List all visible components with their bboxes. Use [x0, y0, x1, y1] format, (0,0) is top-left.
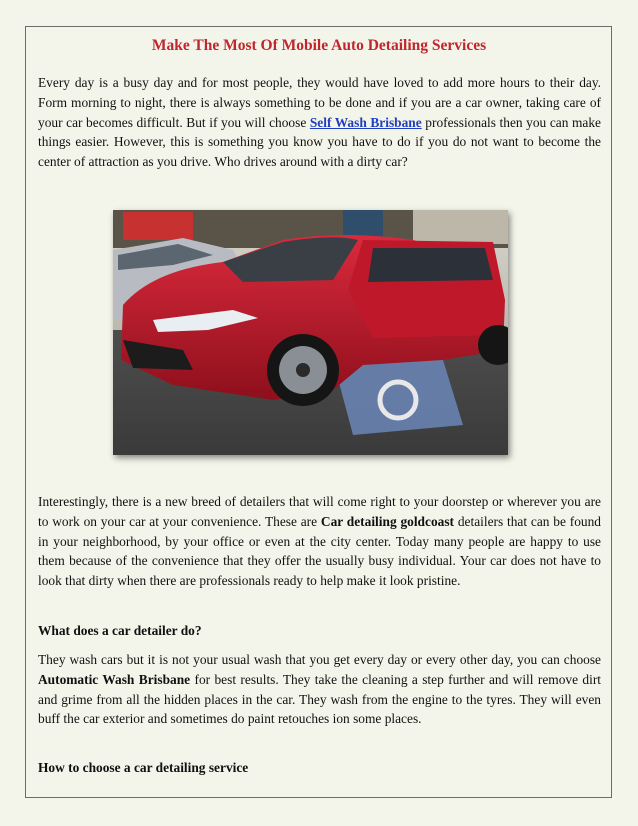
self-wash-brisbane-link[interactable]: Self Wash Brisbane — [309, 114, 422, 130]
detailers-text-end: detailers that can be found in your neighborhood, by your office or even at the city center. Today many people are happy to use them because of the convenience that they offer the usually busy individual. Your car does not have to look that dirty when there are professionals ready to help make it look pristine. — [38, 513, 601, 589]
intro-text-start: Every day is a busy day and for most people, they would have loved to add more hours to their day. Form morning to night, there is always something to be done and if you are a car owner, taking care of your car becomes difficult. But if you will choose — [38, 75, 601, 130]
car-photo — [113, 210, 508, 455]
duties-text-start: They wash cars but it is not your usual wash that you get every day or every other day, you can choose — [38, 652, 601, 667]
detailer-duties-paragraph — [38, 650, 601, 729]
intro-text-end: professionals then you can make things easier. However, this is something you know you have to do if you do not want to become the center of attraction as you drive. Who drives around with a dirty car? — [38, 114, 601, 170]
section-heading-what-does: What does a car detailer do? — [38, 623, 202, 638]
car-detailing-goldcoast-bold: Car detailing goldcoast — [320, 513, 455, 529]
detailers-text-start: Interestingly, there is a new breed of detailers that will come right to your doorstep or wherever you are to work on your car at your convenience. These are — [38, 494, 601, 529]
automatic-wash-brisbane-bold: Automatic Wash Brisbane — [38, 671, 191, 687]
intro-paragraph — [38, 73, 601, 172]
page-title: Make The Most Of Mobile Auto Detailing Services — [151, 37, 487, 54]
section-heading-how-to-choose: How to choose a car detailing service — [38, 760, 249, 775]
duties-text-end: for best results. They take the cleaning a step further and will remove dirt and grime from all the hidden places in the car. They wash from the engine to the tyres. They will even buff the car exterior and sometimes do paint retouches ion some places. — [38, 671, 601, 727]
detailers-paragraph — [38, 492, 601, 591]
